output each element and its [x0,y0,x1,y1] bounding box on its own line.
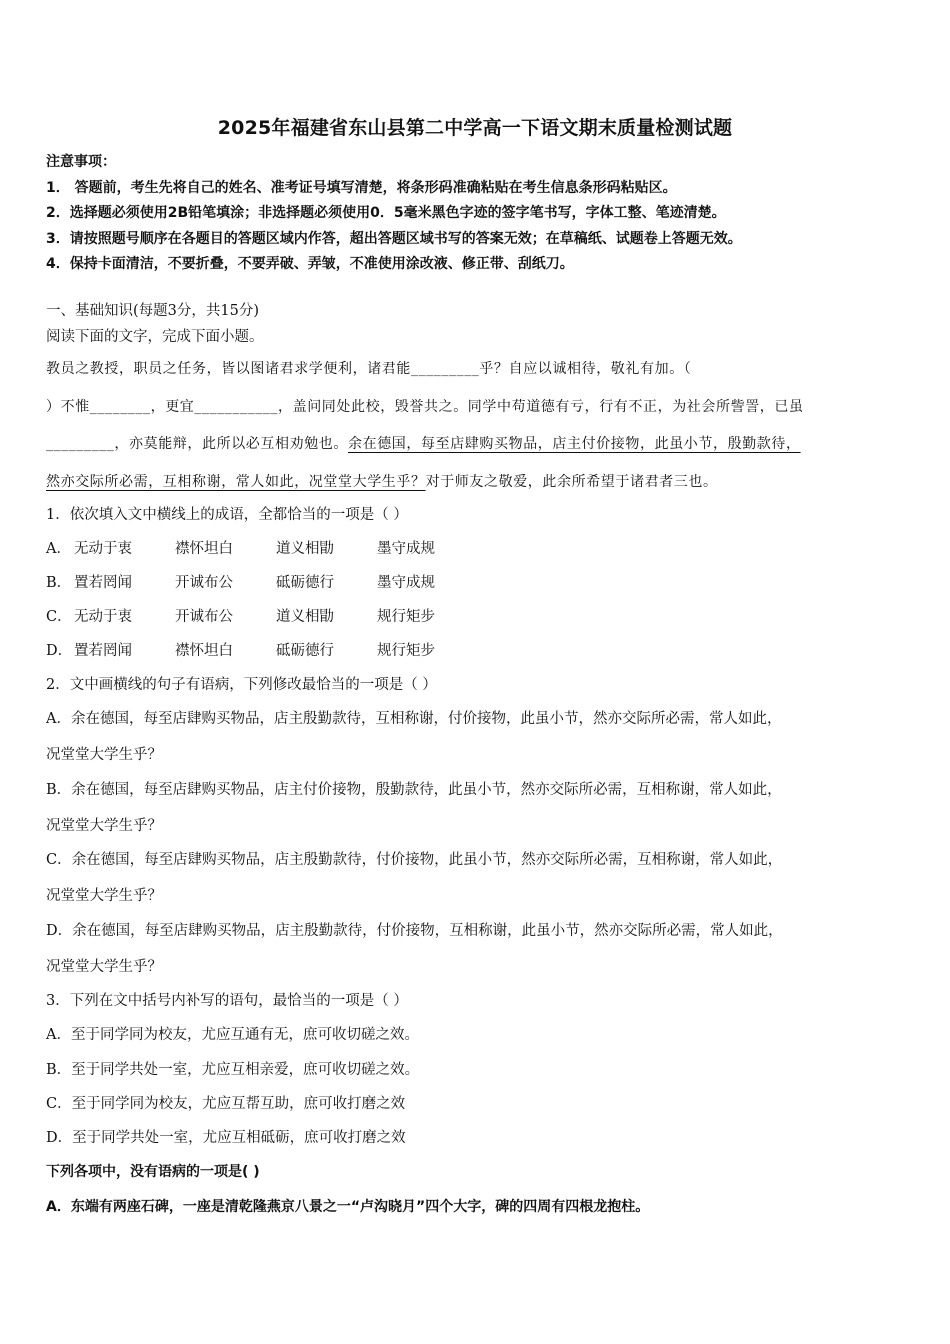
q2-option-d-line-2[interactable]: 况堂堂大学生乎？ [46,959,162,975]
option-word: 襟怀坦白 [175,541,233,557]
option-word: 无动于衷 [74,609,132,625]
note-item-1: 1． 答题前，考生先将自己的姓名、准考证号填写清楚，将条形码准确粘贴在考生信息条形码粘贴区。 [46,179,677,196]
option-word: 砥砺德行 [276,643,334,659]
option-word: 置若罔闻 [74,575,132,591]
option-word: 道义相勖 [276,541,334,557]
reading-passage [46,355,908,505]
q4-stem: 下列各项中，没有语病的一项是( ) [46,1164,260,1180]
passage-line-1: 教员之教授，职员之任务，皆以图诸君求学便利，诸君能_________乎？自应以诚相待，敬礼有加。（ [46,361,692,377]
q3-option-a[interactable]: A．至于同学同为校友，尤应互通有无，庶可收切磋之效。 [46,1027,419,1043]
passage-line-4 [46,468,908,506]
option-word: 墨守成规 [377,541,435,557]
passage-text: 对于师友之敬爱，此余所希望于诸君者三也。 [425,473,718,490]
option-word: 砥砺德行 [276,575,334,591]
q3-option-d[interactable]: D．至于同学共处一室，尤应互相砥砺，庶可收打磨之效 [46,1130,406,1146]
q1-option-a[interactable] [46,538,908,560]
q1-stem: 1．依次填入文中横线上的成语，全都恰当的一项是（ ） [46,507,408,523]
q2-option-a-line-1[interactable]: A．余在德国，每至店肆购买物品，店主殷勤款待，互相称谢，付价接物，此虽小节，然亦交际所必需，常人如此， [46,711,782,727]
q3-stem: 3．下列在文中括号内补写的语句，最恰当的一项是（ ） [46,993,408,1009]
underlined-sentence: 然亦交际所必需，互相称谢，常人如此，况堂堂大学生乎？ [46,473,426,490]
option-word: 襟怀坦白 [175,643,233,659]
q2-option-b-line-1[interactable]: B．余在德国，每至店肆购买物品，店主付价接物，殷勤款待，此虽小节，然亦交际所必需，互相称谢，常人如此， [46,782,782,798]
option-word: 开诚布公 [175,575,233,591]
q3-option-b[interactable]: B．至于同学共处一室，尤应互相亲爱，庶可收切磋之效。 [46,1062,420,1078]
option-word: 无动于衷 [74,541,132,557]
q2-option-c-line-1[interactable]: C．余在德国，每至店肆购买物品，店主殷勤款待，付价接物，此虽小节，然亦交际所必需，互相称谢，常人如此， [46,852,783,868]
q1-option-d[interactable] [46,640,908,662]
q2-option-d-line-1[interactable]: D．余在德国，每至店肆购买物品，店主殷勤款待，付价接物，互相称谢，此虽小节，然亦交际所必需，常人如此， [46,923,783,939]
option-word: 置若罔闻 [74,643,132,659]
note-item-2: 2．选择题必须使用2B铅笔填涂；非选择题必须使用0．5毫米黑色字迹的签字笔书写，字体工整、笔迹清楚。 [46,205,726,221]
option-label: B． [46,575,72,591]
passage-text: _________，亦莫能辩，此所以必互相劝勉也。 [46,436,348,452]
option-label: C． [46,609,72,625]
q3-option-c[interactable]: C．至于同学同为校友，尤应互帮互助，庶可收打磨之效 [46,1096,406,1112]
page-title: 2025年福建省东山县第二中学高一下语文期末质量检测试题 [217,117,733,139]
option-word: 规行矩步 [377,643,435,659]
q2-option-b-line-2[interactable]: 况堂堂大学生乎？ [46,818,162,834]
q2-option-c-line-2[interactable]: 况堂堂大学生乎？ [46,888,162,904]
q2-stem: 2．文中画横线的句子有语病，下列修改最恰当的一项是（ ） [46,677,437,693]
q4-option-a[interactable]: A．东端有两座石碑，一座是清乾隆燕京八景之一“卢沟晓月”四个大字，碑的四周有四根龙抱柱。 [46,1199,650,1215]
passage-line-3 [46,430,908,468]
q1-option-b[interactable] [46,572,908,594]
note-item-4: 4．保持卡面清洁，不要折叠，不要弄破、弄皱，不准使用涂改液、修正带、刮纸刀。 [46,256,574,272]
section-intro: 阅读下面的文字，完成下面小题。 [46,329,264,345]
notes-block [46,150,906,278]
section-heading: 一、基础知识(每题3分，共15分) [46,303,259,319]
note-item-3: 3．请按照题号顺序在各题目的答题区域内作答，超出答题区域书写的答案无效；在草稿纸、试题卷上答题无效。 [46,230,742,247]
option-word: 规行矩步 [377,609,435,625]
option-word: 墨守成规 [377,575,435,591]
q2-option-a-line-2[interactable]: 况堂堂大学生乎？ [46,747,162,763]
notes-heading: 注意事项： [46,154,116,170]
option-label: D． [46,643,73,659]
option-word: 道义相勖 [276,609,334,625]
q1-option-c[interactable] [46,606,908,628]
underlined-sentence: 余在德国，每至店肆购买物品，店主付价接物，此虽小节，殷勤款待， [348,436,801,452]
option-word: 开诚布公 [175,609,233,625]
passage-line-2: ）不惟________，更宜___________，盖问同处此校，毁誉共之。同学中苟道德有亏，行有不正，为社会所訾詈，已虽 [46,398,804,415]
option-label: A． [46,541,71,557]
